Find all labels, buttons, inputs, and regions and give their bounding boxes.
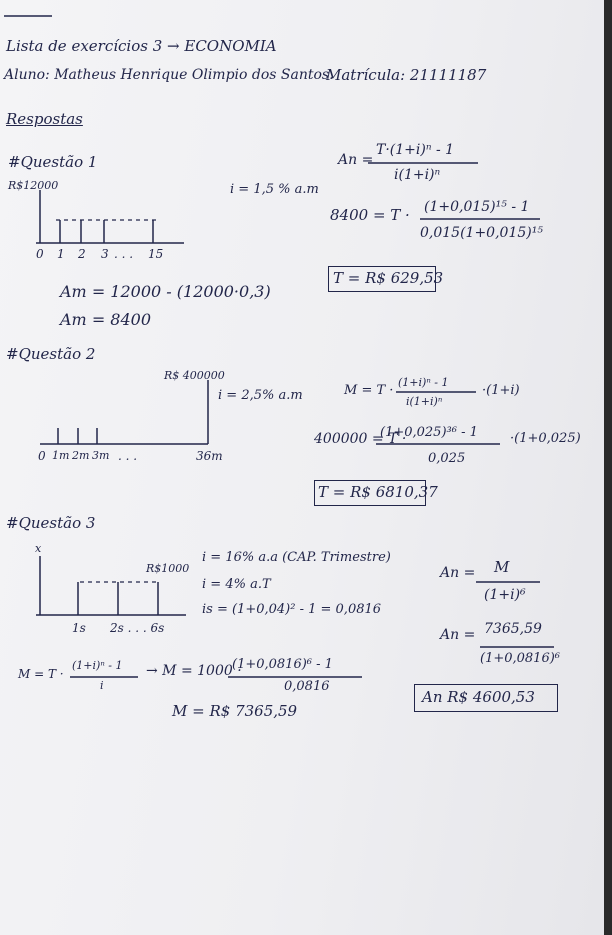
q3-an-lhs: An = <box>440 565 476 581</box>
q2-title: #Questão 2 <box>6 345 96 363</box>
q2-axis-1m: 1m <box>52 449 70 462</box>
q2-sub-tail: ·(1+0,025) <box>510 431 581 446</box>
q3-y-label: x <box>35 542 42 555</box>
q3-axis-1s: 1s <box>72 621 86 635</box>
q3-rate-semester: is = (1+0,04)² - 1 = 0,0816 <box>202 602 382 617</box>
q2-formula-lhs: M = T · <box>344 383 394 398</box>
q1-formula-lhs: An = <box>338 152 374 168</box>
q1-amount-label: R$12000 <box>8 179 59 192</box>
registration-number: Matrícula: 21111187 <box>326 66 487 84</box>
q1-sub-denominator: 0,015(1+0,015)¹⁵ <box>420 225 543 241</box>
answers-heading: Respostas <box>6 110 83 128</box>
q2-axis-2m: 2m <box>72 449 90 462</box>
q1-title: #Questão 1 <box>8 153 98 171</box>
q1-axis-dots: . . . <box>114 247 134 261</box>
q1-formula-denominator: i(1+i)ⁿ <box>394 167 441 183</box>
q3-m-sub-denominator: 0,0816 <box>284 679 330 694</box>
q2-formula-numerator: (1+i)ⁿ - 1 <box>398 376 449 389</box>
q1-sub-lhs: 8400 = T · <box>330 206 410 224</box>
q3-amount-label: R$1000 <box>146 562 190 575</box>
q2-formula-denominator: i(1+i)ⁿ <box>406 395 443 408</box>
q3-an2-lhs: An = <box>440 627 476 643</box>
q1-axis-3: 3 <box>101 247 109 261</box>
page-edge-shadow <box>604 0 612 935</box>
q3-rate-annual: i = 16% a.a (CAP. Trimestre) <box>202 550 391 565</box>
q2-axis-0: 0 <box>38 449 46 463</box>
q2-axis-dots: . . . <box>118 449 138 463</box>
q1-rate: i = 1,5 % a.m <box>230 182 319 197</box>
q1-result: T = R$ 629,53 <box>333 269 444 287</box>
q1-sub-numerator: (1+0,015)¹⁵ - 1 <box>424 199 530 215</box>
q2-formula-tail: ·(1+i) <box>482 383 520 398</box>
q3-an-denominator: (1+i)⁶ <box>484 587 526 603</box>
q3-title: #Questão 3 <box>6 514 96 532</box>
student-name: Aluno: Matheus Henrique Olimpio dos Santos. <box>4 67 334 83</box>
q1-axis-1: 1 <box>57 247 65 261</box>
q3-m-numerator: (1+i)ⁿ - 1 <box>72 659 123 672</box>
q3-m-substitution: → M = 1000 · <box>146 663 242 679</box>
q3-m-sub-numerator: (1+0,0816)⁶ - 1 <box>232 657 333 672</box>
q2-result: T = R$ 6810,37 <box>318 483 438 501</box>
q3-m-result: M = R$ 7365,59 <box>172 702 298 720</box>
q2-axis-36m: 36m <box>196 449 223 463</box>
q1-axis-0: 0 <box>36 247 44 261</box>
q3-an2-numerator: 7365,59 <box>484 621 542 637</box>
q2-sub-numerator: (1+0,025)³⁶ - 1 <box>380 425 478 440</box>
q3-an2-denominator: (1+0,0816)⁶ <box>480 651 561 666</box>
q3-m-formula: M = T · <box>18 667 64 681</box>
q2-axis-3m: 3m <box>92 449 110 462</box>
q1-axis-15: 15 <box>148 247 164 261</box>
q3-axis-2s-6s: 2s . . . 6s <box>110 621 165 635</box>
q3-rate-quarterly: i = 4% a.T <box>202 577 271 592</box>
q3-m-denominator: i <box>100 679 104 692</box>
q2-rate: i = 2,5% a.m <box>218 388 303 403</box>
q3-result: An R$ 4600,53 <box>422 688 535 706</box>
q1-equation-1: Am = 12000 - (12000·0,3) <box>60 282 271 301</box>
q1-axis-2: 2 <box>78 247 86 261</box>
q2-amount-label: R$ 400000 <box>164 369 225 382</box>
q1-equation-2: Am = 8400 <box>60 310 152 329</box>
q1-formula-numerator: T·(1+i)ⁿ - 1 <box>376 142 455 158</box>
q3-an-numerator: M <box>494 558 510 576</box>
q2-sub-lhs: 400000 = T · <box>314 431 407 447</box>
q2-sub-denominator: 0,025 <box>428 451 466 466</box>
exercise-list-title: Lista de exercícios 3 → ECONOMIA <box>6 37 277 55</box>
